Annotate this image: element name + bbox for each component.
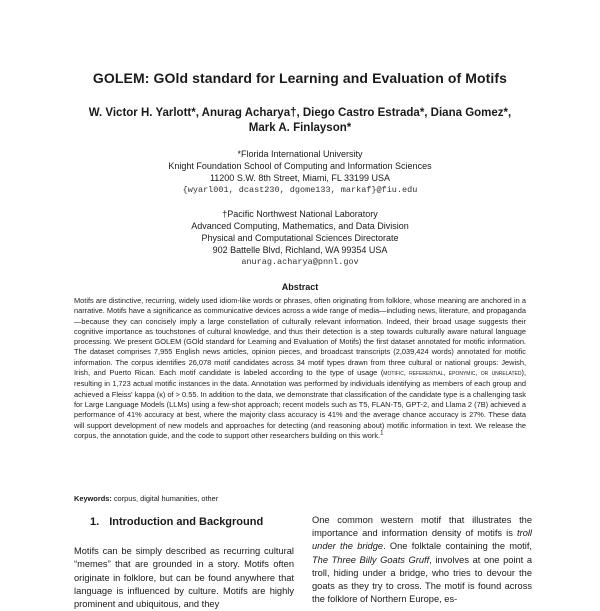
affiliation-address: 11200 S.W. 8th Street, Miami, FL 33199 USA: [209, 173, 391, 183]
affiliation-emails: {wyarl001, dcast230, dgome133, markaf}@fiu.edu: [182, 185, 418, 195]
affiliation-pnnl: [0, 208, 600, 268]
section-number: 1.: [90, 516, 100, 528]
author-list: [60, 106, 540, 136]
keywords-line: [74, 494, 526, 503]
affiliation-dept: Advanced Computing, Mathematics, and Data Division: [191, 221, 409, 231]
keywords-text: corpus, digital humanities, other: [111, 494, 219, 503]
affiliation-name: †Pacific Northwest National Laboratory: [222, 209, 378, 219]
author-line-1: W. Victor H. Yarlott*, Anurag Acharya†, Diego Castro Estrada*, Diana Gomez*,: [88, 107, 512, 119]
affiliation-dept: Knight Foundation School of Computing and Information Sciences: [168, 161, 432, 171]
abstract-text-1: Motifs are distinctive, recurring, widely used idiom-like words or phrases, often originating from folklore, whose meaning are anchored in a narrative. Motifs have a significance as communicative devices across a wide range of media—including news, literature, and propaganda—because they can concisely imply a large constellation of culturally relevant information. Indeed, their broad usage suggests their cognitive importance as touchstones of cultural knowledge, and thus their detection is a step towards culturally aware natural language processing. We present GOLEM (GOld standard for Learning and Evaluation of Motifs) the first dataset annotated for motific information. The dataset comprises 7,955 English news articles, opinion pieces, and broadcast transcripts (2,039,424 words) annotated for motific information. The corpus identifies 26,078 motif candidates across 34 motif types drawn from three cultural or national groups: Jewish, Irish, and Puerto Rican. Each motif candidate is labeled according to the type of usage (: [74, 296, 526, 378]
paper-title: GOLEM: GOld standard for Learning and Evaluation of Motifs: [92, 70, 508, 86]
right-column: [312, 514, 532, 606]
affiliation-dept-2: Physical and Computational Sciences Directorate: [201, 233, 399, 243]
abstract-usage-types: motific, referential, eponymic, or unrelated: [383, 370, 522, 378]
keywords-label: Keywords:: [74, 494, 112, 503]
author-line-2: Mark A. Finlayson*: [248, 122, 352, 134]
affiliation-name: *Florida International University: [237, 149, 363, 159]
right-text-a: One common western motif that illustrates the importance and information density of motifs is: [312, 515, 532, 539]
affiliation-email: anurag.acharya@pnnl.gov: [241, 257, 359, 267]
abstract-body: [74, 296, 526, 441]
footnote-marker: 1: [380, 430, 384, 437]
intro-paragraph: Motifs can be simply described as recurring cultural “memes” that are grounded in a story. Motifs often originate in folklore, but can be found anywhere that language is influenced by culture. Motifs are highly prominent and ubiquitous, and they: [74, 546, 294, 610]
abstract-heading: Abstract: [281, 282, 319, 292]
affiliation-fiu: [0, 148, 600, 196]
left-column: [74, 514, 294, 611]
right-text-b: . One folktale containing the motif,: [383, 541, 532, 552]
affiliation-address: 902 Battelle Blvd, Richland, WA 99354 USA: [212, 245, 388, 255]
section-title: Introduction and Background: [109, 516, 264, 528]
motif-name: troll under the bridge: [312, 528, 532, 552]
abstract-text-2: ), resulting in 1,723 actual motific instances in the data. Annotation was performed by individuals identifying as members of each group and achieved a Fleiss' kappa (κ) of > 0.55. In addition to the data, we demonstrate that classification of the candidate type is a challenging task for Large Language Models (LLMs) using a few-shot approach; recent models such as T5, FLAN-T5, GPT-2, and Llama 2 (7B) achieved a performance of 41% accuracy at best, where the majority class accuracy is 41% and the average chance accuracy is 27%. These data will support development of new models and approaches for detecting (and reasoning about) motific information in text. We release the corpus, the annotation guide, and the code to support other researchers building on this work.: [74, 368, 526, 440]
folktale-title: The Three Billy Goats Gruff: [312, 554, 430, 565]
right-text-c: , involves at one point a troll, hiding under a bridge, who tries to devour the goats as they try to cross. The motif is found across the folklore of Northern Europe, es-: [312, 554, 533, 605]
section-heading: [90, 516, 294, 529]
